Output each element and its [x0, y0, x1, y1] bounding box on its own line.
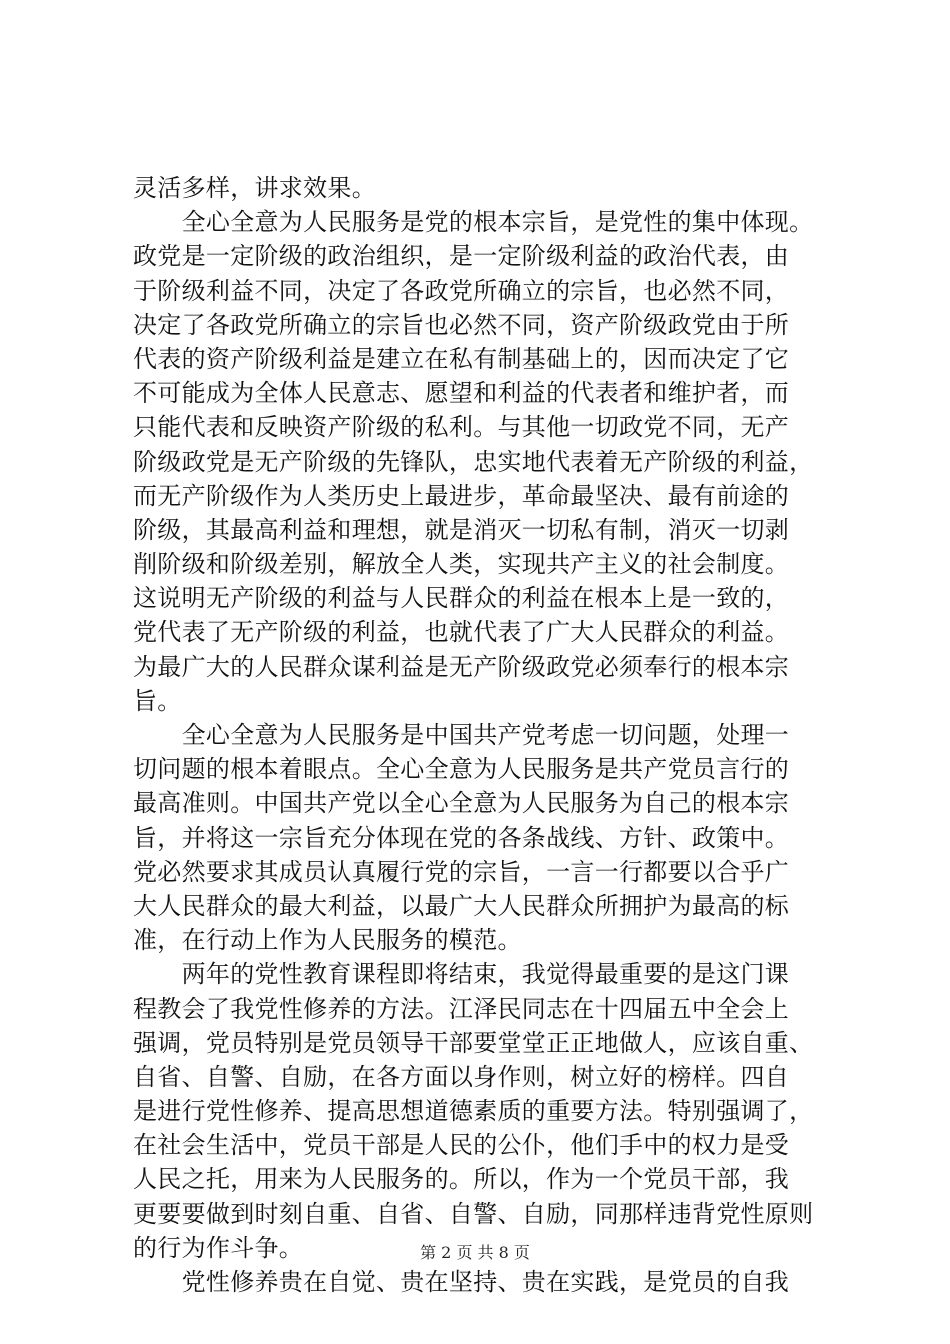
text-line: 不可能成为全体人民意志、愿望和利益的代表者和维护者，而 [133, 379, 790, 408]
text-line: 党必然要求其成员认真履行党的宗旨，一言一行都要以合乎广 [133, 857, 790, 886]
text-line: 阶级政党是无产阶级的先锋队，忠实地代表着无产阶级的利益， [133, 447, 814, 476]
text-line: 灵活多样，讲求效果。 [133, 174, 376, 202]
text-line: 强调，党员特别是党员领导干部要堂堂正正地做人，应该自重、 [133, 1028, 814, 1057]
text-line: 是进行党性修养、提高思想道德素质的重要方法。特别强调了， [133, 1097, 814, 1126]
text-line: 阶级，其最高利益和理想，就是消灭一切私有制，消灭一切剥 [133, 515, 790, 544]
text-line: 为最广大的人民群众谋利益是无产阶级政党必须奉行的根本宗 [133, 652, 790, 681]
text-line: 党性修养贵在自觉、贵在坚持、贵在实践，是党员的自我 [133, 1268, 790, 1296]
text-line: 决定了各政党所确立的宗旨也必然不同，资产阶级政党由于所 [133, 310, 790, 339]
text-line: 政党是一定阶级的政治组织，是一定阶级利益的政治代表，由 [133, 242, 790, 271]
text-line: 只能代表和反映资产阶级的私利。与其他一切政党不同，无产 [133, 413, 790, 442]
text-line: 更要要做到时刻自重、自省、自警、自励，同那样违背党性原则 [133, 1199, 814, 1228]
document-body [133, 171, 853, 1299]
text-line: 的行为作斗争。 [133, 1233, 304, 1262]
text-line: 最高准则。中国共产党以全心全意为人民服务为自己的根本宗 [133, 789, 790, 818]
text-line: 切问题的根本着眼点。全心全意为人民服务是共产党员言行的 [133, 755, 790, 784]
text-line: 党代表了无产阶级的利益，也就代表了广大人民群众的利益。 [133, 618, 790, 647]
text-line: 程教会了我党性修养的方法。江泽民同志在十四届五中全会上 [133, 994, 790, 1023]
text-line: 而无产阶级作为人类历史上最进步，革命最坚决、最有前途的 [133, 481, 790, 510]
text-line: 代表的资产阶级利益是建立在私有制基础上的，因而决定了它 [133, 344, 790, 373]
text-line: 人民之托，用来为人民服务的。所以，作为一个党员干部，我 [133, 1165, 790, 1194]
text-line: 全心全意为人民服务是中国共产党考虑一切问题，处理一 [133, 721, 790, 749]
text-line: 在社会生活中，党员干部是人民的公仆，他们手中的权力是受 [133, 1131, 790, 1160]
text-line: 旨。 [133, 686, 182, 715]
text-line: 全心全意为人民服务是党的根本宗旨，是党性的集中体现。 [133, 208, 814, 237]
text-line: 大人民群众的最大利益，以最广大人民群众所拥护为最高的标 [133, 891, 790, 920]
page-number-footer: 第 2 页 共 8 页 [420, 1243, 530, 1262]
text-line: 旨，并将这一宗旨充分体现在党的各条战线、方针、政策中。 [133, 823, 790, 852]
text-line: 两年的党性教育课程即将结束，我觉得最重要的是这门课 [133, 960, 790, 989]
text-line: 准，在行动上作为人民服务的模范。 [133, 926, 522, 955]
text-line: 这说明无产阶级的利益与人民群众的利益在根本上是一致的， [133, 584, 790, 613]
text-line: 削阶级和阶级差别，解放全人类，实现共产主义的社会制度。 [133, 550, 790, 579]
text-line: 于阶级利益不同，决定了各政党所确立的宗旨，也必然不同， [133, 276, 790, 305]
text-line: 自省、自警、自励，在各方面以身作则，树立好的榜样。四自 [133, 1062, 790, 1091]
